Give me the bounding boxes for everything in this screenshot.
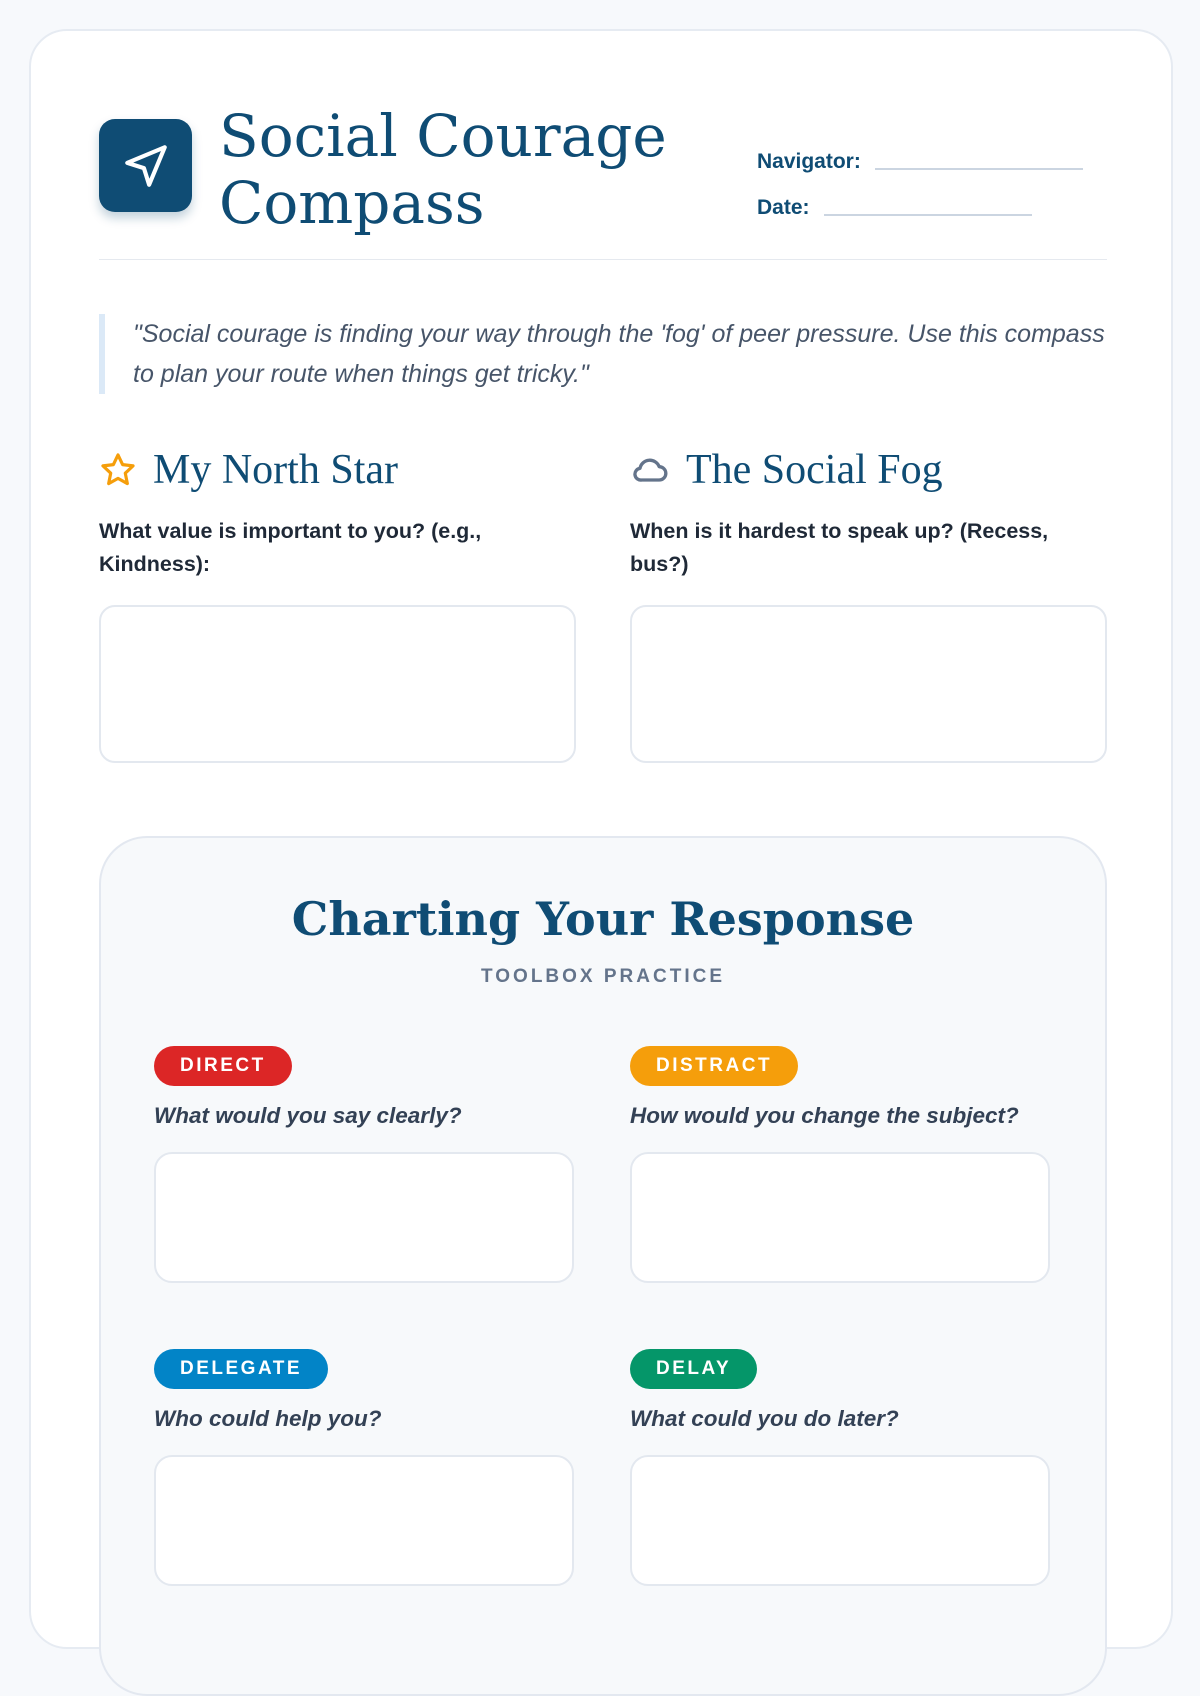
worksheet-card bbox=[29, 29, 1173, 1649]
response-subtitle: TOOLBOX PRACTICE bbox=[481, 966, 725, 987]
delegate-question: Who could help you? bbox=[154, 1406, 382, 1431]
north-star-heading bbox=[99, 445, 576, 495]
navigator-field[interactable] bbox=[875, 168, 1083, 170]
header-divider bbox=[99, 259, 1107, 260]
navigator-label: Navigator: bbox=[757, 150, 861, 173]
north-star-title: My North Star bbox=[153, 447, 398, 493]
social-fog-section bbox=[630, 445, 1107, 763]
cloud-icon bbox=[630, 450, 670, 490]
distract-answer-box[interactable] bbox=[630, 1152, 1050, 1283]
strategy-direct bbox=[154, 1046, 574, 1283]
logo-badge bbox=[99, 119, 192, 212]
response-panel bbox=[99, 836, 1107, 1696]
direct-answer-box[interactable] bbox=[154, 1152, 574, 1283]
direct-badge: DIRECT bbox=[154, 1046, 292, 1086]
north-star-answer-box[interactable] bbox=[99, 605, 576, 763]
delegate-badge: DELEGATE bbox=[154, 1349, 328, 1389]
strategy-distract bbox=[630, 1046, 1050, 1283]
north-star-section bbox=[99, 445, 576, 763]
page-title bbox=[219, 103, 679, 237]
delay-answer-box[interactable] bbox=[630, 1455, 1050, 1586]
response-title: Charting Your Response bbox=[291, 892, 915, 946]
date-field[interactable] bbox=[824, 214, 1032, 216]
distract-question: How would you change the subject? bbox=[630, 1103, 1019, 1128]
social-fog-question: When is it hardest to speak up? (Recess, bus?) bbox=[630, 519, 1049, 576]
date-label: Date: bbox=[757, 196, 810, 219]
strategy-delegate bbox=[154, 1349, 574, 1586]
direct-question: What would you say clearly? bbox=[154, 1103, 462, 1128]
page-title-line1: Social Courage bbox=[219, 102, 667, 170]
delay-badge: DELAY bbox=[630, 1349, 757, 1389]
north-star-question: What value is important to you? (e.g., Kindness): bbox=[99, 519, 482, 576]
delegate-answer-box[interactable] bbox=[154, 1455, 574, 1586]
social-fog-title: The Social Fog bbox=[686, 447, 943, 493]
date-row bbox=[757, 196, 1032, 220]
strategy-delay bbox=[630, 1349, 1050, 1586]
page-title-line2: Compass bbox=[219, 169, 485, 237]
navigation-arrow-icon bbox=[121, 141, 171, 191]
navigator-row bbox=[757, 150, 1083, 174]
social-fog-answer-box[interactable] bbox=[630, 605, 1107, 763]
social-fog-heading bbox=[630, 445, 1107, 495]
intro-quote: "Social courage is finding your way through the 'fog' of peer pressure. Use this compass to plan your route when things get tricky." bbox=[99, 314, 1109, 394]
distract-badge: DISTRACT bbox=[630, 1046, 798, 1086]
delay-question: What could you do later? bbox=[630, 1406, 899, 1431]
star-icon bbox=[99, 451, 137, 489]
